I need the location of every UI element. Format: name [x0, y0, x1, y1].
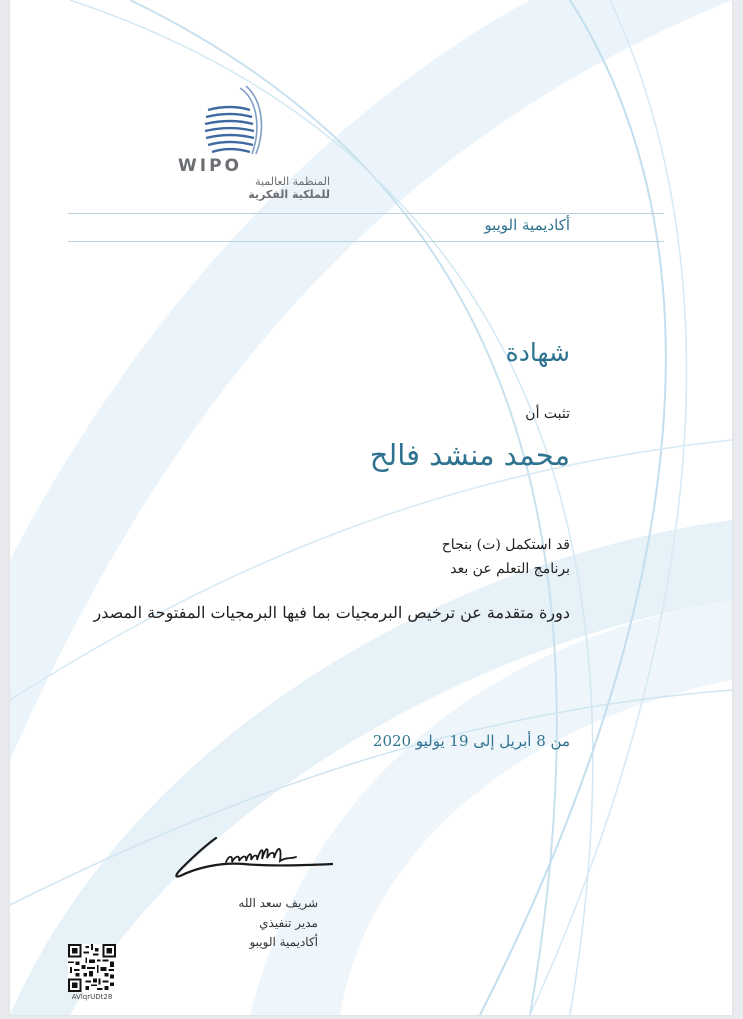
signatory-organization: أكاديمية الويبو [249, 935, 318, 949]
organization-name-line1: المنظمة العالمية [255, 175, 330, 188]
handwritten-signature-icon [168, 832, 333, 882]
signatory-name: شريف سعد الله [238, 896, 318, 910]
header-bottom-rule [68, 241, 664, 242]
program-text: برنامج التعلم عن بعد [450, 561, 570, 577]
wipo-wordmark: WIPO [178, 156, 242, 176]
certifies-that-text: تثبت أن [525, 406, 570, 422]
signatory-title: مدير تنفيذي [259, 916, 318, 930]
recipient-name: محمد منشد فالح [369, 438, 570, 472]
certificate-title: شهادة [505, 338, 570, 367]
date-range: من 8 أبريل إلى 19 يوليو 2020 [372, 732, 570, 750]
verification-code: AVlqrUDt28 [71, 993, 113, 1001]
course-title: دورة متقدمة عن ترخيص البرمجيات بما فيها البرمجيات المفتوحة المصدر [93, 603, 570, 622]
certificate-page [10, 0, 732, 1015]
organization-name-line2: للملكية الفكرية [248, 188, 330, 201]
completed-text: قد استكمل (ت) بنجاح [441, 537, 570, 553]
academy-label: أكاديمية الويبو [484, 216, 570, 234]
background-swoosh-graphic [10, 0, 732, 1015]
qr-code-icon [68, 944, 116, 992]
header-top-rule [68, 213, 664, 214]
